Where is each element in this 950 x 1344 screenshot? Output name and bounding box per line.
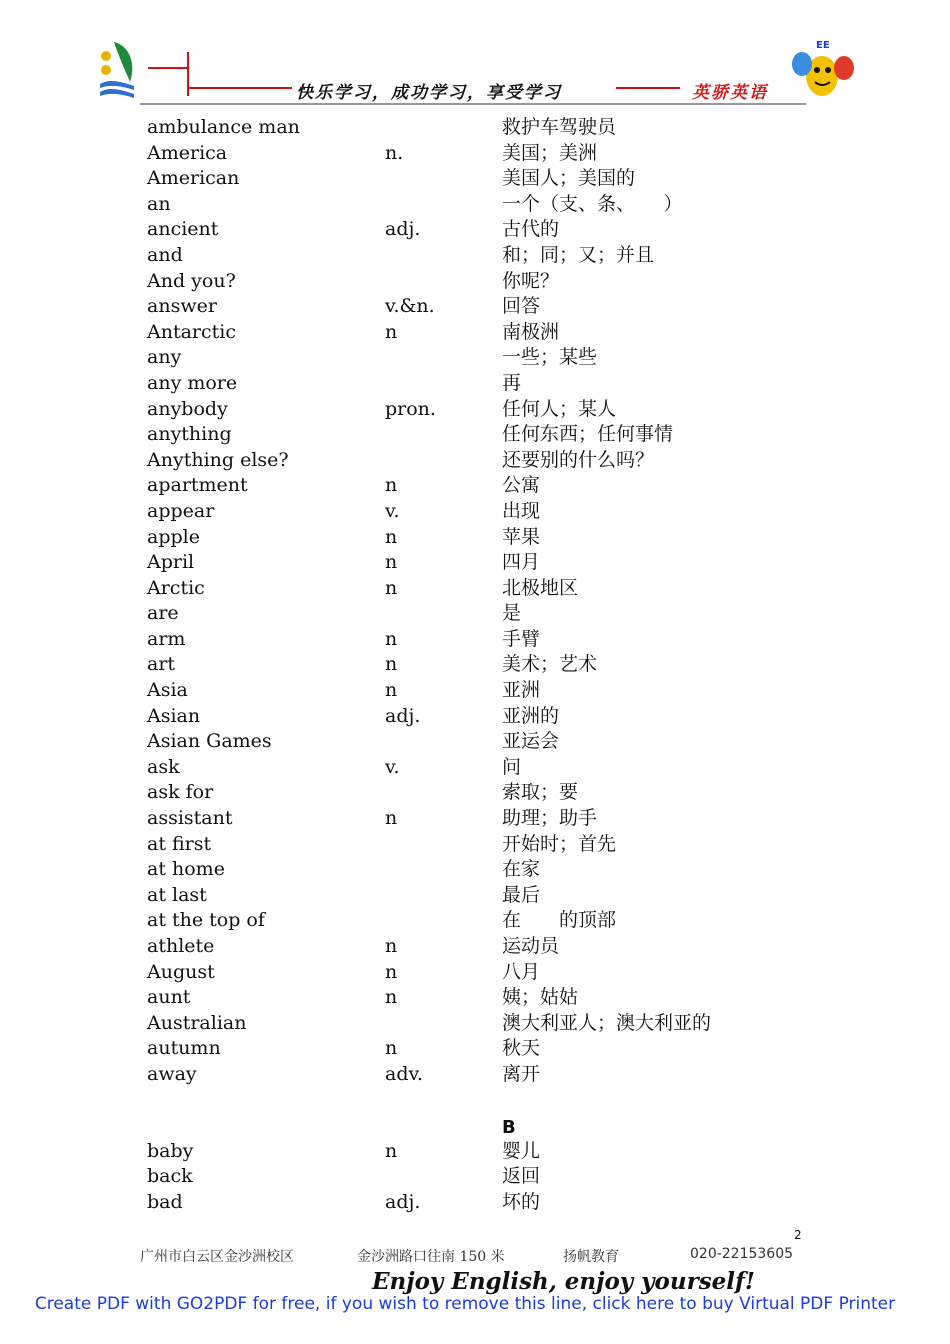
vocab-meaning: 在家 — [502, 858, 541, 881]
vocab-word: arm — [147, 627, 186, 650]
vocab-word: and — [147, 243, 183, 266]
header-brand: 英骄英语 — [692, 83, 768, 103]
vocab-word: apple — [147, 525, 200, 548]
vocab-row — [147, 1139, 807, 1165]
vocab-row — [147, 755, 807, 781]
vocab-pos: v. — [385, 755, 400, 778]
vocab-word: Asia — [147, 679, 188, 702]
vocab-meaning: 在 的顶部 — [502, 909, 617, 932]
vocab-pos: pron. — [385, 397, 436, 420]
pdf-promo-link[interactable]: Create PDF with GO2PDF for free, if you wish to remove this line, click here to buy Virtual PDF Printer — [34, 1294, 896, 1314]
vocab-meaning: 婴儿 — [502, 1139, 541, 1162]
vocab-meaning: 秋天 — [502, 1037, 541, 1060]
header-slogan: 快乐学习，成功学习，享受学习 — [296, 83, 562, 103]
vocab-meaning: 公寓 — [502, 474, 541, 497]
vocab-pos: n — [385, 551, 398, 574]
vocab-meaning: 和；同；又；并且 — [502, 243, 655, 266]
vocab-row — [147, 448, 807, 474]
vocab-row — [147, 525, 807, 551]
vocab-row — [147, 141, 807, 167]
vocab-meaning: 亚洲的 — [502, 704, 560, 727]
vocab-meaning: 北极地区 — [502, 576, 579, 599]
vocab-word: at first — [147, 832, 212, 855]
vocab-pos: adj. — [385, 218, 421, 241]
vocab-meaning: 再 — [502, 371, 522, 394]
vocab-row — [147, 832, 807, 858]
vocab-row — [147, 499, 807, 525]
vocab-row — [147, 1164, 807, 1190]
vocab-row — [147, 780, 807, 806]
vocab-word: are — [147, 602, 179, 625]
vocab-row — [147, 960, 807, 986]
vocab-word: autumn — [147, 1037, 221, 1060]
vocab-meaning: 澳大利亚人；澳大利亚的 — [502, 1011, 712, 1034]
vocab-pos: n — [385, 653, 398, 676]
vocab-row — [147, 729, 807, 755]
vocab-meaning: 一个（支、条、 ） — [502, 192, 683, 215]
vocab-meaning: 返回 — [502, 1165, 541, 1188]
vocab-row — [147, 371, 807, 397]
vocab-meaning: 亚运会 — [502, 730, 560, 753]
vocab-meaning: 一些；某些 — [502, 346, 598, 369]
vocab-row — [147, 320, 807, 346]
vocab-pos: n. — [385, 141, 404, 164]
vocab-word: appear — [147, 499, 215, 522]
vocab-pos: adj. — [385, 1190, 421, 1213]
page-number: 2 — [794, 1228, 802, 1242]
vocab-meaning: 任何东西；任何事情 — [502, 423, 674, 446]
vocab-pos: n — [385, 986, 398, 1009]
vocab-row — [147, 1190, 807, 1216]
vocab-row — [147, 883, 807, 909]
vocab-row — [147, 345, 807, 371]
vocab-word: assistant — [147, 807, 233, 830]
vocab-meaning: 亚洲 — [502, 679, 541, 702]
vocab-row — [147, 550, 807, 576]
vocab-row — [147, 934, 807, 960]
vocab-row — [147, 1062, 807, 1088]
vocab-word: anybody — [147, 397, 228, 420]
school-logo-icon — [96, 38, 138, 102]
vocab-word: April — [147, 551, 195, 574]
vocab-word: an — [147, 192, 171, 215]
footer-address: 广州市白云区金沙洲校区 — [140, 1249, 294, 1265]
vocab-word: ancient — [147, 218, 219, 241]
vocab-row — [147, 857, 807, 883]
vocab-meaning: 离开 — [502, 1062, 541, 1085]
vocab-meaning: 八月 — [502, 960, 541, 983]
vocab-word: anything — [147, 423, 232, 446]
vocab-pos: n — [385, 960, 398, 983]
vocab-row — [147, 806, 807, 832]
vocab-meaning: 姨；姑姑 — [502, 986, 579, 1009]
vocab-meaning: 运动员 — [502, 935, 560, 957]
vocab-word: answer — [147, 295, 217, 318]
vocab-word: Anything else? — [147, 448, 289, 471]
vocab-pos: n — [385, 627, 398, 650]
vocab-word: bad — [147, 1190, 183, 1213]
vocab-row — [147, 627, 807, 653]
vocab-meaning: 手臂 — [502, 627, 541, 650]
vocab-row — [147, 397, 807, 423]
vocab-word: athlete — [147, 935, 215, 957]
vocab-meaning: 你呢？ — [502, 269, 560, 292]
vocab-row — [147, 422, 807, 448]
vocab-word: Asian Games — [147, 730, 272, 753]
vocab-row — [147, 473, 807, 499]
vocab-word: Asian — [147, 704, 201, 727]
vocab-word: ask — [147, 755, 180, 778]
vocab-pos: n — [385, 525, 398, 548]
vocab-meaning: 是 — [502, 602, 522, 625]
vocab-meaning: 任何人；某人 — [502, 397, 617, 420]
vocab-pos: adv. — [385, 1062, 424, 1085]
vocab-pos: n — [385, 1139, 398, 1162]
vocab-row — [147, 601, 807, 627]
vocab-meaning: 出现 — [502, 499, 541, 522]
vocab-meaning: 美术；艺术 — [502, 653, 598, 676]
vocab-row — [147, 652, 807, 678]
vocab-pos: v. — [385, 499, 400, 522]
vocab-meaning: 坏的 — [502, 1190, 541, 1213]
page-header — [0, 0, 950, 110]
vocab-word: art — [147, 653, 176, 676]
vocab-meaning: 索取；要 — [502, 781, 579, 804]
vocab-row — [147, 115, 807, 141]
vocab-row — [147, 166, 807, 192]
vocab-pos: n — [385, 576, 398, 599]
vocab-row — [147, 269, 807, 295]
vocab-pos: adj. — [385, 704, 421, 727]
vocab-word: any more — [147, 371, 238, 394]
footer-tagline: Enjoy English, enjoy yourself! — [372, 1268, 756, 1295]
svg-text:EE: EE — [816, 40, 830, 51]
footer-road: 金沙洲路口往南 150 米 — [357, 1249, 505, 1265]
vocab-pos: n — [385, 935, 398, 957]
vocab-meaning: 助理；助手 — [502, 807, 598, 830]
vocab-word: any — [147, 346, 182, 369]
vocab-pos: v.&n. — [385, 295, 435, 318]
vocab-meaning: 最后 — [502, 883, 541, 906]
vocab-meaning: 开始时；首先 — [502, 832, 617, 855]
vocab-word: apartment — [147, 474, 248, 497]
vocab-row — [147, 576, 807, 602]
vocab-word: baby — [147, 1139, 194, 1162]
vocab-pos: n — [385, 1037, 398, 1060]
vocab-meaning: 美国；美洲 — [502, 141, 598, 164]
vocab-meaning: 回答 — [502, 295, 541, 318]
vocab-row — [147, 704, 807, 730]
vocab-word: American — [147, 167, 240, 190]
vocab-pos: n — [385, 807, 398, 830]
vocab-word: ask for — [147, 781, 214, 804]
vocab-word: Antarctic — [147, 320, 236, 343]
vocab-word: away — [147, 1062, 197, 1085]
vocab-word: back — [147, 1165, 193, 1188]
vocab-pos: n — [385, 679, 398, 702]
vocab-row — [147, 1036, 807, 1062]
footer-org: 扬帆教育 — [563, 1249, 619, 1265]
vocab-word: ambulance man — [147, 116, 300, 138]
vocab-meaning: 美国人；美国的 — [502, 167, 636, 190]
vocab-meaning: 问 — [502, 755, 522, 778]
vocab-word: August — [147, 960, 215, 983]
vocab-row — [147, 243, 807, 269]
vocab-meaning: 南极洲 — [502, 320, 560, 343]
vocab-meaning: 四月 — [502, 551, 541, 574]
vocab-word: at the top of — [147, 909, 265, 932]
section-heading — [147, 1088, 807, 1139]
vocab-pos: n — [385, 320, 398, 343]
vocab-meaning: 救护车驾驶员 — [502, 116, 617, 138]
vocab-row — [147, 217, 807, 243]
section-letter: B — [502, 1116, 516, 1138]
vocab-meaning: 古代的 — [502, 218, 560, 241]
vocab-row — [147, 192, 807, 218]
vocab-meaning: 苹果 — [502, 525, 541, 548]
vocab-word: aunt — [147, 986, 191, 1009]
vocab-meaning: 还要别的什么吗？ — [502, 448, 655, 471]
footer-phone: 020-22153605 — [690, 1246, 794, 1262]
vocab-row — [147, 678, 807, 704]
vocab-row — [147, 294, 807, 320]
vocabulary-list — [147, 115, 807, 1216]
vocab-pos: n — [385, 474, 398, 497]
vocab-row — [147, 908, 807, 934]
vocab-word: at home — [147, 858, 225, 881]
vocab-word: Australian — [147, 1011, 247, 1034]
vocab-word: at last — [147, 883, 207, 906]
vocab-row — [147, 1011, 807, 1037]
vocab-word: Arctic — [147, 576, 205, 599]
vocab-word: And you? — [147, 269, 236, 292]
vocab-row — [147, 985, 807, 1011]
vocab-word: America — [147, 141, 228, 164]
